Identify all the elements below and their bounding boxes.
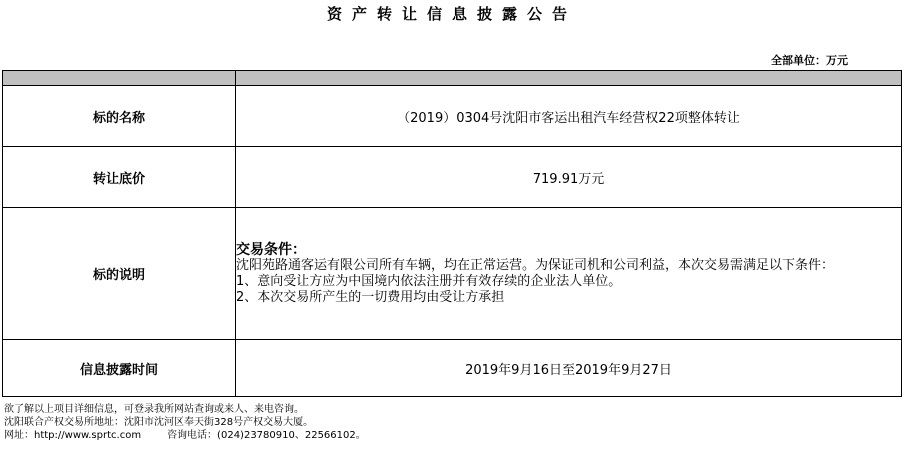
name-value: （2019）0304号沈阳市客运出租汽车经营权22项整体转让 [236,86,902,147]
price-label: 转让底价 [3,147,236,208]
description-content [236,208,902,340]
name-label: 标的名称 [3,86,236,147]
footer-line: 欲了解以上项目详细信息，可登录我所网站查询或来人、来电咨询。 [4,404,304,415]
header-cell-right [236,71,902,86]
header-cell-left [3,71,236,86]
disclosure-table [2,70,902,397]
time-label: 信息披露时间 [3,340,236,397]
table-row-description [3,208,902,340]
table-row-time [3,340,902,397]
table-row-price [3,147,902,208]
footer-contact-line [4,429,366,442]
price-value: 719.91万元 [236,147,902,208]
description-line: 沈阳苑路通客运有限公司所有车辆，均在正常运营。为保证司机和公司利益，本次交易需满足以下条件： [236,257,835,273]
footer-notes [4,403,366,442]
unit-note: 全部单位：万元 [771,54,848,67]
description-heading: 交易条件： [236,241,306,258]
footer-line: 沈阳联合产权交易所地址：沈阳市沈河区奉天街328号产权交易大厦。 [4,417,314,428]
description-line: 2、本次交易所产生的一切费用均由受让方承担 [236,289,505,305]
table-header-row [3,71,902,86]
time-value: 2019年9月16日至2019年9月27日 [236,340,902,397]
footer-phone: 咨询电话：(024)23780910、22566102。 [167,430,366,441]
description-label: 标的说明 [3,208,236,340]
description-line: 1、意向受让方应为中国境内依法注册并有效存续的企业法人单位。 [236,273,622,289]
page-title: 资产转让信息披露公告 [326,5,577,23]
footer-website: 网址：http://www.sprtc.com [4,430,142,441]
table-row-name [3,86,902,147]
